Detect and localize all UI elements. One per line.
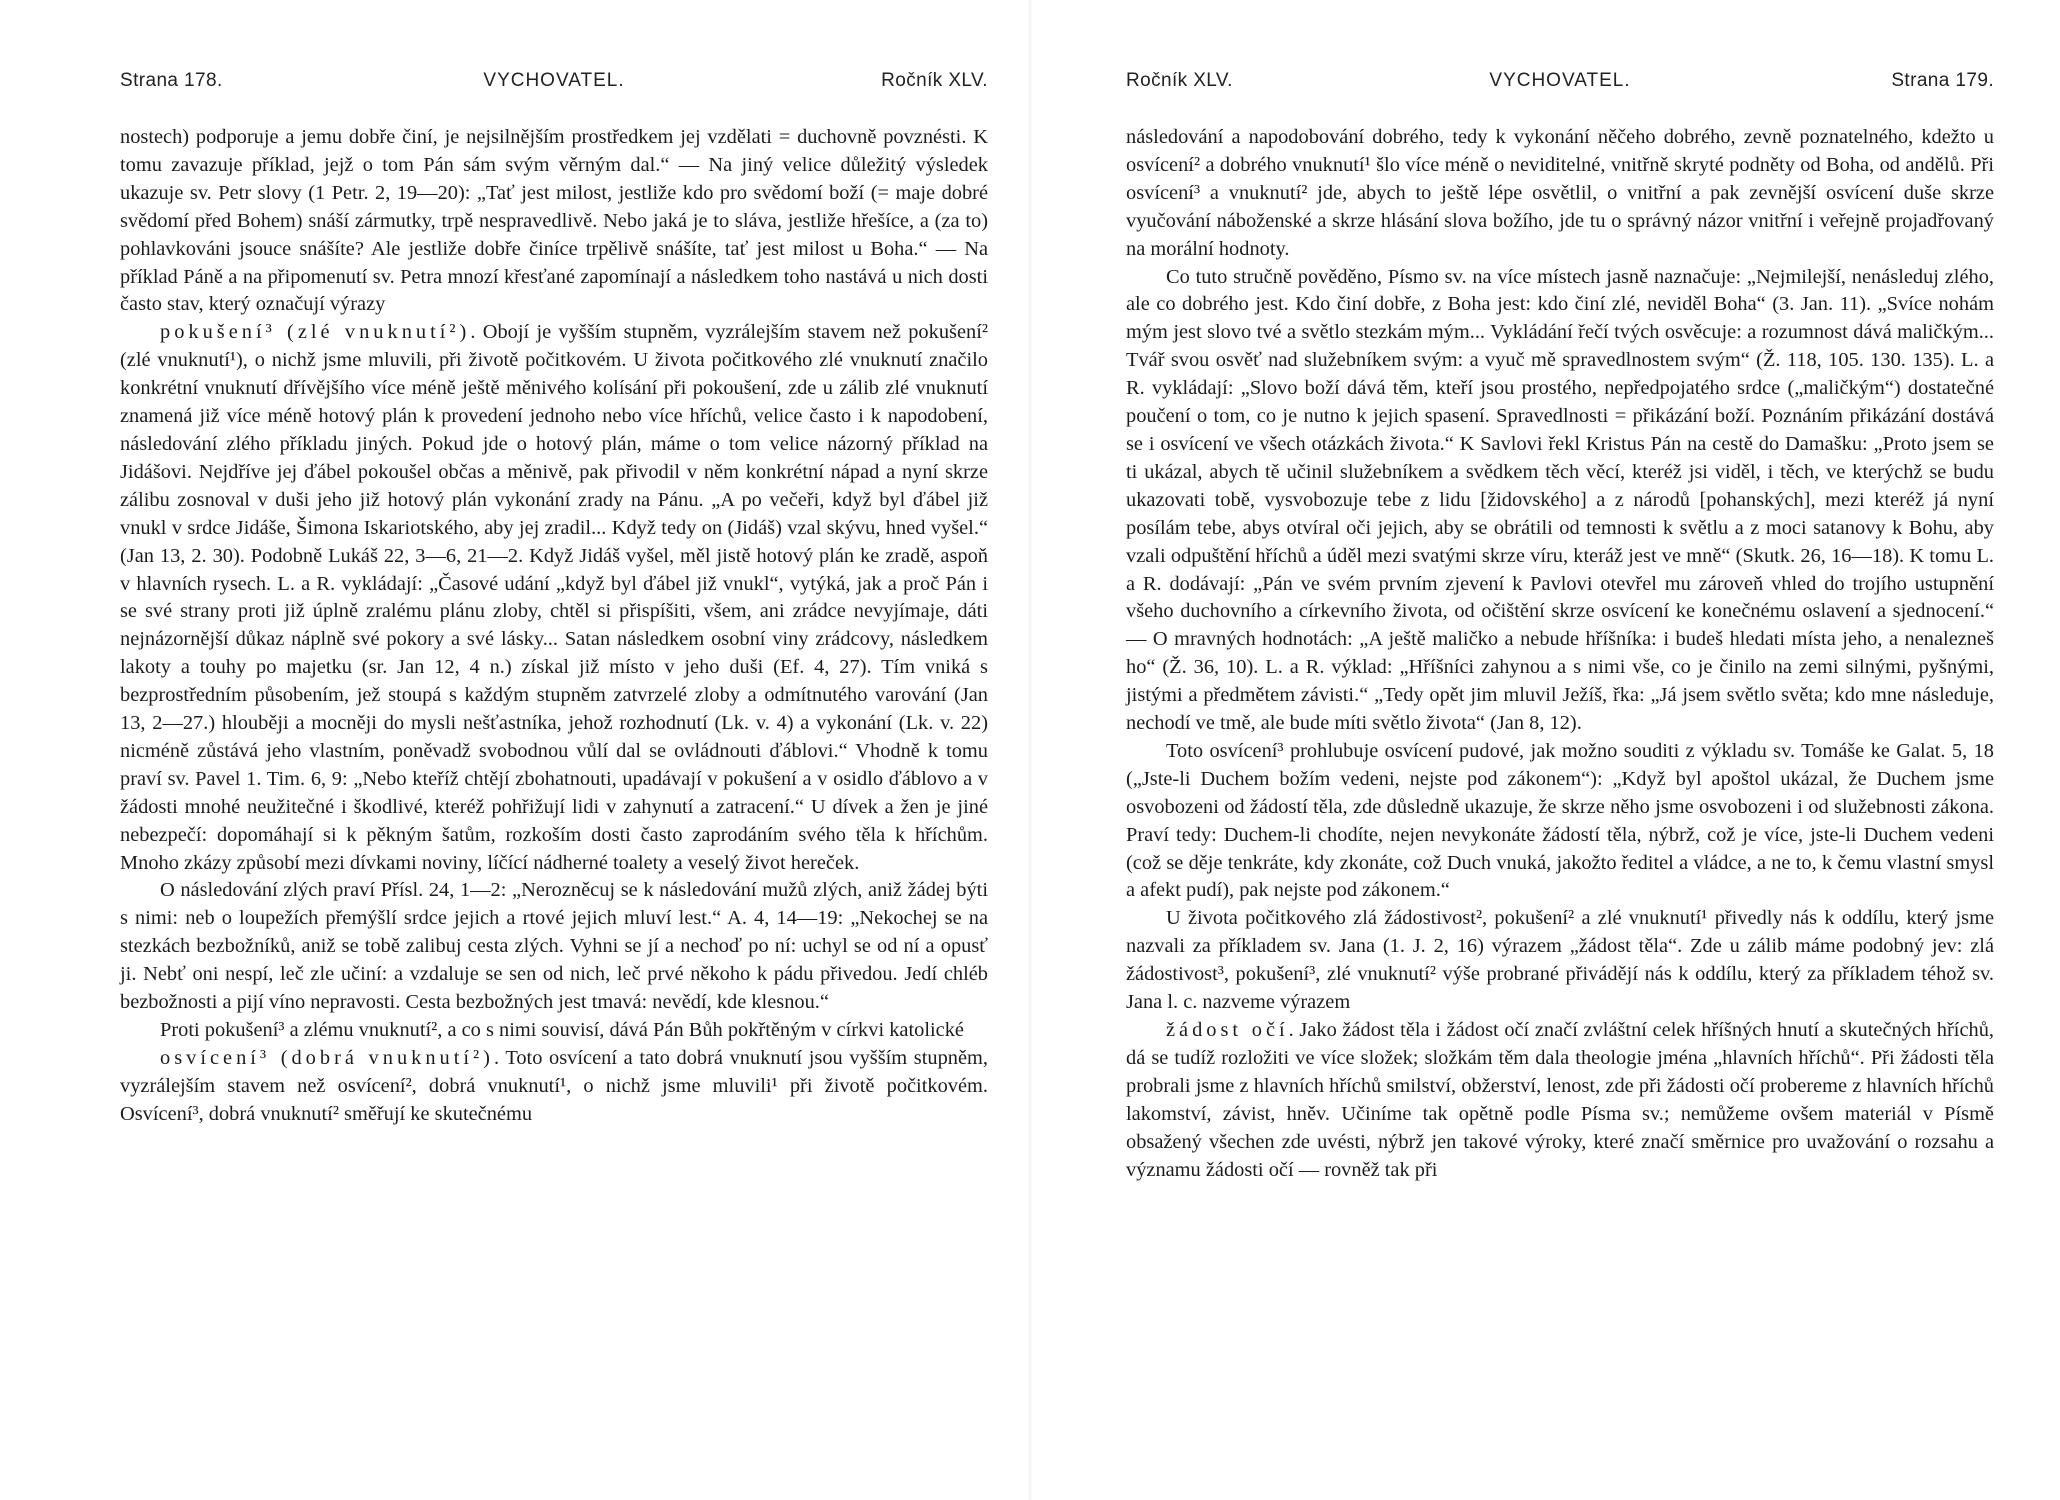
- left-body-text: [120, 124, 988, 1129]
- right-paragraph-1: [1126, 124, 1994, 264]
- paragraph-text: Co tuto stručně pověděno, Písmo sv. na více místech jasně naznačuje: „Nejmilejší, nenásleduj zlého, ale co dobrého jest. Kdo činí dobře, z Boha jest: kdo činí zlé, neviděl Boha“ (3. Jan. 11). „Svíce nohám mým jest slovo tvé a světlo stezkám mým... Vykládání řečí tvých osvěcuje: a rozumnost dává maličkým... Tvář svou osvěť nad služebníkem svým: a vyuč mě spravedlnostem svým“ (Ž. 118, 105. 130. 135). L. a R. vykládají: „Slovo boží dává těm, kteří jsou prostého, nepředpojatého srdce („maličkým“) dostatečné poučení o tom, co je nutno k jejich spasení. Spravedlnosti = přikázání boží. Poznáním přikázání dostává se i osvícení ve všech otázkách života.“ K Savlovi řekl Kristus Pán na cestě do Damašku: „Proto jsem se ti ukázal, abych tě učinil služebníkem a svědkem těch věcí, kteréž jsi viděl, i těch, ve kterýchž se budu ukazovati tobě, vysvobozuje tebe z lidu [židovského] a z národů [pohanských], mezi kteréž já nyní posílám tebe, abys otvíral oči jejich, aby se obrátili od temnosti k světlu a z moci satanovy k Bohu, aby vzali odpuštění hříchů a úděl mezi svatými skrze víru, kteráž jest ve mně“ (Skutk. 26, 16—18). K tomu L. a R. dodávají: „Pán ve svém prvním zjevení k Pavlovi otevřel mu zároveň vhled do trojího ustupnění všeho duchovního a církevního života, od očištění skrze osvícení ke konečnému oslavení a sjednocení.“ — O mravných hodnotách: „A ještě maličko a nebude hříšníka: i budeš hledati místa jeho, a nenalezneš ho“ (Ž. 36, 10). L. a R. výklad: „Hříšníci zahynou a s nimi vše, co je činilo na zemi silnými, pyšnými, jistými a předmětem závisti.“ „Tedy opět jim mluvil Ježíš, řka: „Já jsem světlo světa; kdo mne následuje, nechodí ve tmě, ale bude míti světlo života“ (Jan 8, 12).: [1126, 265, 1994, 735]
- left-paragraph-1: [120, 124, 988, 319]
- right-page: [1126, 70, 1994, 1184]
- left-journal-title: VYCHOVATEL.: [483, 70, 625, 91]
- paragraph-text: následování a napodobování dobrého, tedy k vykonání něčeho dobrého, zevně poznatelného, kdežto u osvícení² a dobrého vnuknutí¹ šlo více méně o neviditelné, vnitřně skryté podněty od Boha, od andělů. Při osvícení³ a vnuknutí² jde, abych to ještě lépe osvětlil, o vnitřní a pak zevnější osvícení duše skrze vyučování náboženské a skrze hlásání slova božího, jde tu o správný názor vnitřní i veřejně projadřovaný na morální hodnoty.: [1126, 126, 1994, 260]
- paragraph-text: Proti pokušení³ a zlému vnuknutí², a co s nimi souvisí, dává Pán Bůh pokřtěným v církvi katolické: [160, 1019, 964, 1041]
- right-volume: Ročník XLV.: [1126, 70, 1233, 91]
- paragraph-text: . Jako žádost těla i žádost očí značí zvláštní celek hříšných hnutí a skutečných hříchů, dá se tudíž rozložiti ve více složek; složkám těm dala theologie jména „hlavních hříchů“. Při žádosti těla probrali jsme z hlavních hříchů smilství, obžerství, lenost, zde při žádosti očí probereme z hlavních hříchů lakomství, závist, hněv. Učiníme tak opětně podle Písma sv.; nemůžeme ovšem materiál v Písmě obsažený všechen zde uvésti, nýbrž jen takové výroky, které značí směrnice pro uvažování o rozsahu a významu žádosti očí — rovněž tak při: [1126, 1019, 1994, 1181]
- left-running-head: [120, 70, 988, 94]
- paragraph-text: U života počitkového zlá žádostivost², pokušení² a zlé vnuknutí¹ přivedly nás k oddílu, který jsme nazvali za příkladem sv. Jana (1. J. 2, 16) výrazem „žádost těla“. Zde u zálib máme podobný jev: zlá žádostivost³, pokušení³, zlé vnuknutí² výše probrané přivádějí nás k oddílu, který za příkladem téhož sv. Jana l. c. nazveme výrazem: [1126, 907, 1994, 1014]
- section-term: žádost očí: [1166, 1019, 1289, 1041]
- right-paragraph-3: [1126, 738, 1994, 905]
- left-paragraph-5: [120, 1045, 988, 1129]
- left-paragraph-2: [120, 319, 988, 877]
- right-paragraph-5: [1126, 1017, 1994, 1184]
- right-body-text: [1126, 124, 1994, 1184]
- right-paragraph-4: [1126, 905, 1994, 1017]
- page-gutter: [1028, 0, 1032, 1500]
- left-paragraph-3: [120, 877, 988, 1017]
- right-journal-title: VYCHOVATEL.: [1489, 70, 1631, 91]
- section-term: osvícení³ (dobrá vnuknutí²): [160, 1046, 494, 1069]
- left-page: [120, 70, 988, 1129]
- left-paragraph-4: [120, 1017, 988, 1045]
- right-page-number: Strana 179.: [1891, 70, 1994, 91]
- paragraph-text: nostech) podporuje a jemu dobře činí, je nejsilnějším prostředkem jej vzdělati = duchovně povznésti. K tomu zavazuje příklad, jejž o tom Pán sám svým věrným dal.“ — Na jiný velice důležitý výsledek ukazuje sv. Petr slovy (1 Petr. 2, 19—20): „Tať jest milost, jestliže kdo pro svědomí boží (= maje dobré svědomí před Bohem) snáší zármutky, trpě nespravedlivě. Nebo jaká je to sláva, jestliže hřešíce, a (za to) pohlavkováni jsouce snášíte? Ale jestliže dobře činíce trpělivě snášíte, tať jest milost u Boha.“ — Na příklad Páně a na připomenutí sv. Petra mnozí křesťané zapomínají a následkem toho nastává u nich dosti často stav, který označují výrazy: [120, 126, 988, 316]
- section-term: pokušení³ (zlé vnuknutí²): [160, 321, 471, 344]
- paragraph-text: . Toto osvícení a tato dobrá vnuknutí jsou vyšším stupněm, vyzrálejším stavem než osvícení², dobrá vnuknutí¹, o nichž jsme mluvili¹ při životě počitkovém. Osvícení³, dobrá vnuknutí² směřují ke skutečnému: [120, 1046, 988, 1125]
- paragraph-text: O následování zlých praví Přísl. 24, 1—2: „Nerozněcuj se k následování mužů zlých, aniž žádej býti s nimi: neb o loupežích přemýšlí srdce jejich a rtové jejich mluví lest.“ A. 4, 14—19: „Nekochej se na stezkách bezbožníků, aniž se tobě zalibuj cesta zlých. Vyhni se jí a nechoď po ní: uchyl se od ní a opusť ji. Nebť oni nespí, leč zle učiní: a vzdaluje se sen od nich, leč prvé někoho k pádu přivedou. Jedí chléb bezbožnosti a pijí víno nepravosti. Cesta bezbožných jest tmavá: nevědí, kde klesnou.“: [120, 879, 988, 1014]
- paragraph-text: . Obojí je vyšším stupněm, vyzrálejším stavem než pokušení² (zlé vnuknutí¹), o nichž jsme mluvili, při životě počitkovém. U života počitkového zlé vnuknutí značilo konkrétní vnuknutí dřívějšího více méně ještě měnivého kolísání při pokoušení, zde u zálib zlé vnuknutí znamená již více méně hotový plán k provedení jednoho nebo více hříchů, velice často i k napodobení, následování zlého příkladu jiných. Pokud jde o hotový plán, máme o tom velice názorný příklad na Jidášovi. Nejdříve jej ďábel pokoušel občas a měnivě, pak přivodil v něm konkrétní nápad a nyní skrze zálibu zosnoval v duši jeho již hotový plán vykonání zrady na Pánu. „A po večeři, když byl ďábel již vnukl v srdce Jidáše, Šimona Iskariotského, aby jej zradil... Když tedy on (Jidáš) vzal skývu, hned vyšel.“ (Jan 13, 2. 30). Podobně Lukáš 22, 3—6, 21—2. Když Jidáš vyšel, měl jistě hotový plán ke zradě, aspoň v hlavních rysech. L. a R. vykládají: „Časové udání „když byl ďábel již vnukl“, vytýká, jak a proč Pán i se své strany proti již úplně zralému plánu zloby, chtěl si přispíšiti, všem, ani zrádce nevyjímaje, dáti nejnázornější důkaz náplně své pokory a své lásky... Satan následkem osobní viny zrádcovy, následkem lakoty a touhy po majetku (sr. Jan 12, 4 n.) získal již místo v jeho duši (Ef. 4, 27). Tím vniká s bezprostředním působením, jež stoupá s každým stupněm zatvrzelé zloby a odmítnutého varování (Jan 13, 2—27.) hlouběji a mocněji do mysli nešťastníka, jehož rozhodnutí (Lk. v. 4) a vykonání (Lk. v. 22) nicméně zůstává jeho vlastním, poněvadž svobodnou vůlí dal se ovládnouti ďáblovi.“ Vhodně k tomu praví sv. Pavel 1. Tim. 6, 9: „Nebo kteříž chtějí zbohatnouti, upadávají v pokušení a v osidlo ďáblovo a v žádosti mnohé neužitečné i škodlivé, kteréž pohřižují lidi v zahynutí a zatracení.“ U dívek a žen je jiné nebezpečí: dopomáhají si k pěkným šatům, rozkoším dosti často zaprodáním svého těla k hříchům. Mnoho zkázy způsobí mezi dívkami noviny, líčící nádherné toalety a veselý život hereček.: [120, 321, 988, 874]
- right-running-head: [1126, 70, 1994, 94]
- right-paragraph-2: [1126, 264, 1994, 738]
- left-page-number: Strana 178.: [120, 70, 223, 91]
- left-volume: Ročník XLV.: [881, 70, 988, 91]
- paragraph-text: Toto osvícení³ prohlubuje osvícení pudové, jak možno souditi z výkladu sv. Tomáše ke Galat. 5, 18 („Jste-li Duchem božím vedeni, nejste pod zákonem“): „Když byl apoštol ukázal, že Duchem jsme osvobozeni od žádostí těla, zde důsledně ukazuje, že skrze něho jsme osvobozeni i od služebnosti zákona. Praví tedy: Duchem-li chodíte, nejen nevykonáte žádostí těla, nýbrž, což je více, jste-li Duchem vedeni (což se děje tenkráte, kdy zkonáte, což Duch vnuká, jakožto ředitel a vládce, a ne to, k čemu vlastní smysl a afekt pudí), pak nejste pod zákonem.“: [1126, 739, 1994, 902]
